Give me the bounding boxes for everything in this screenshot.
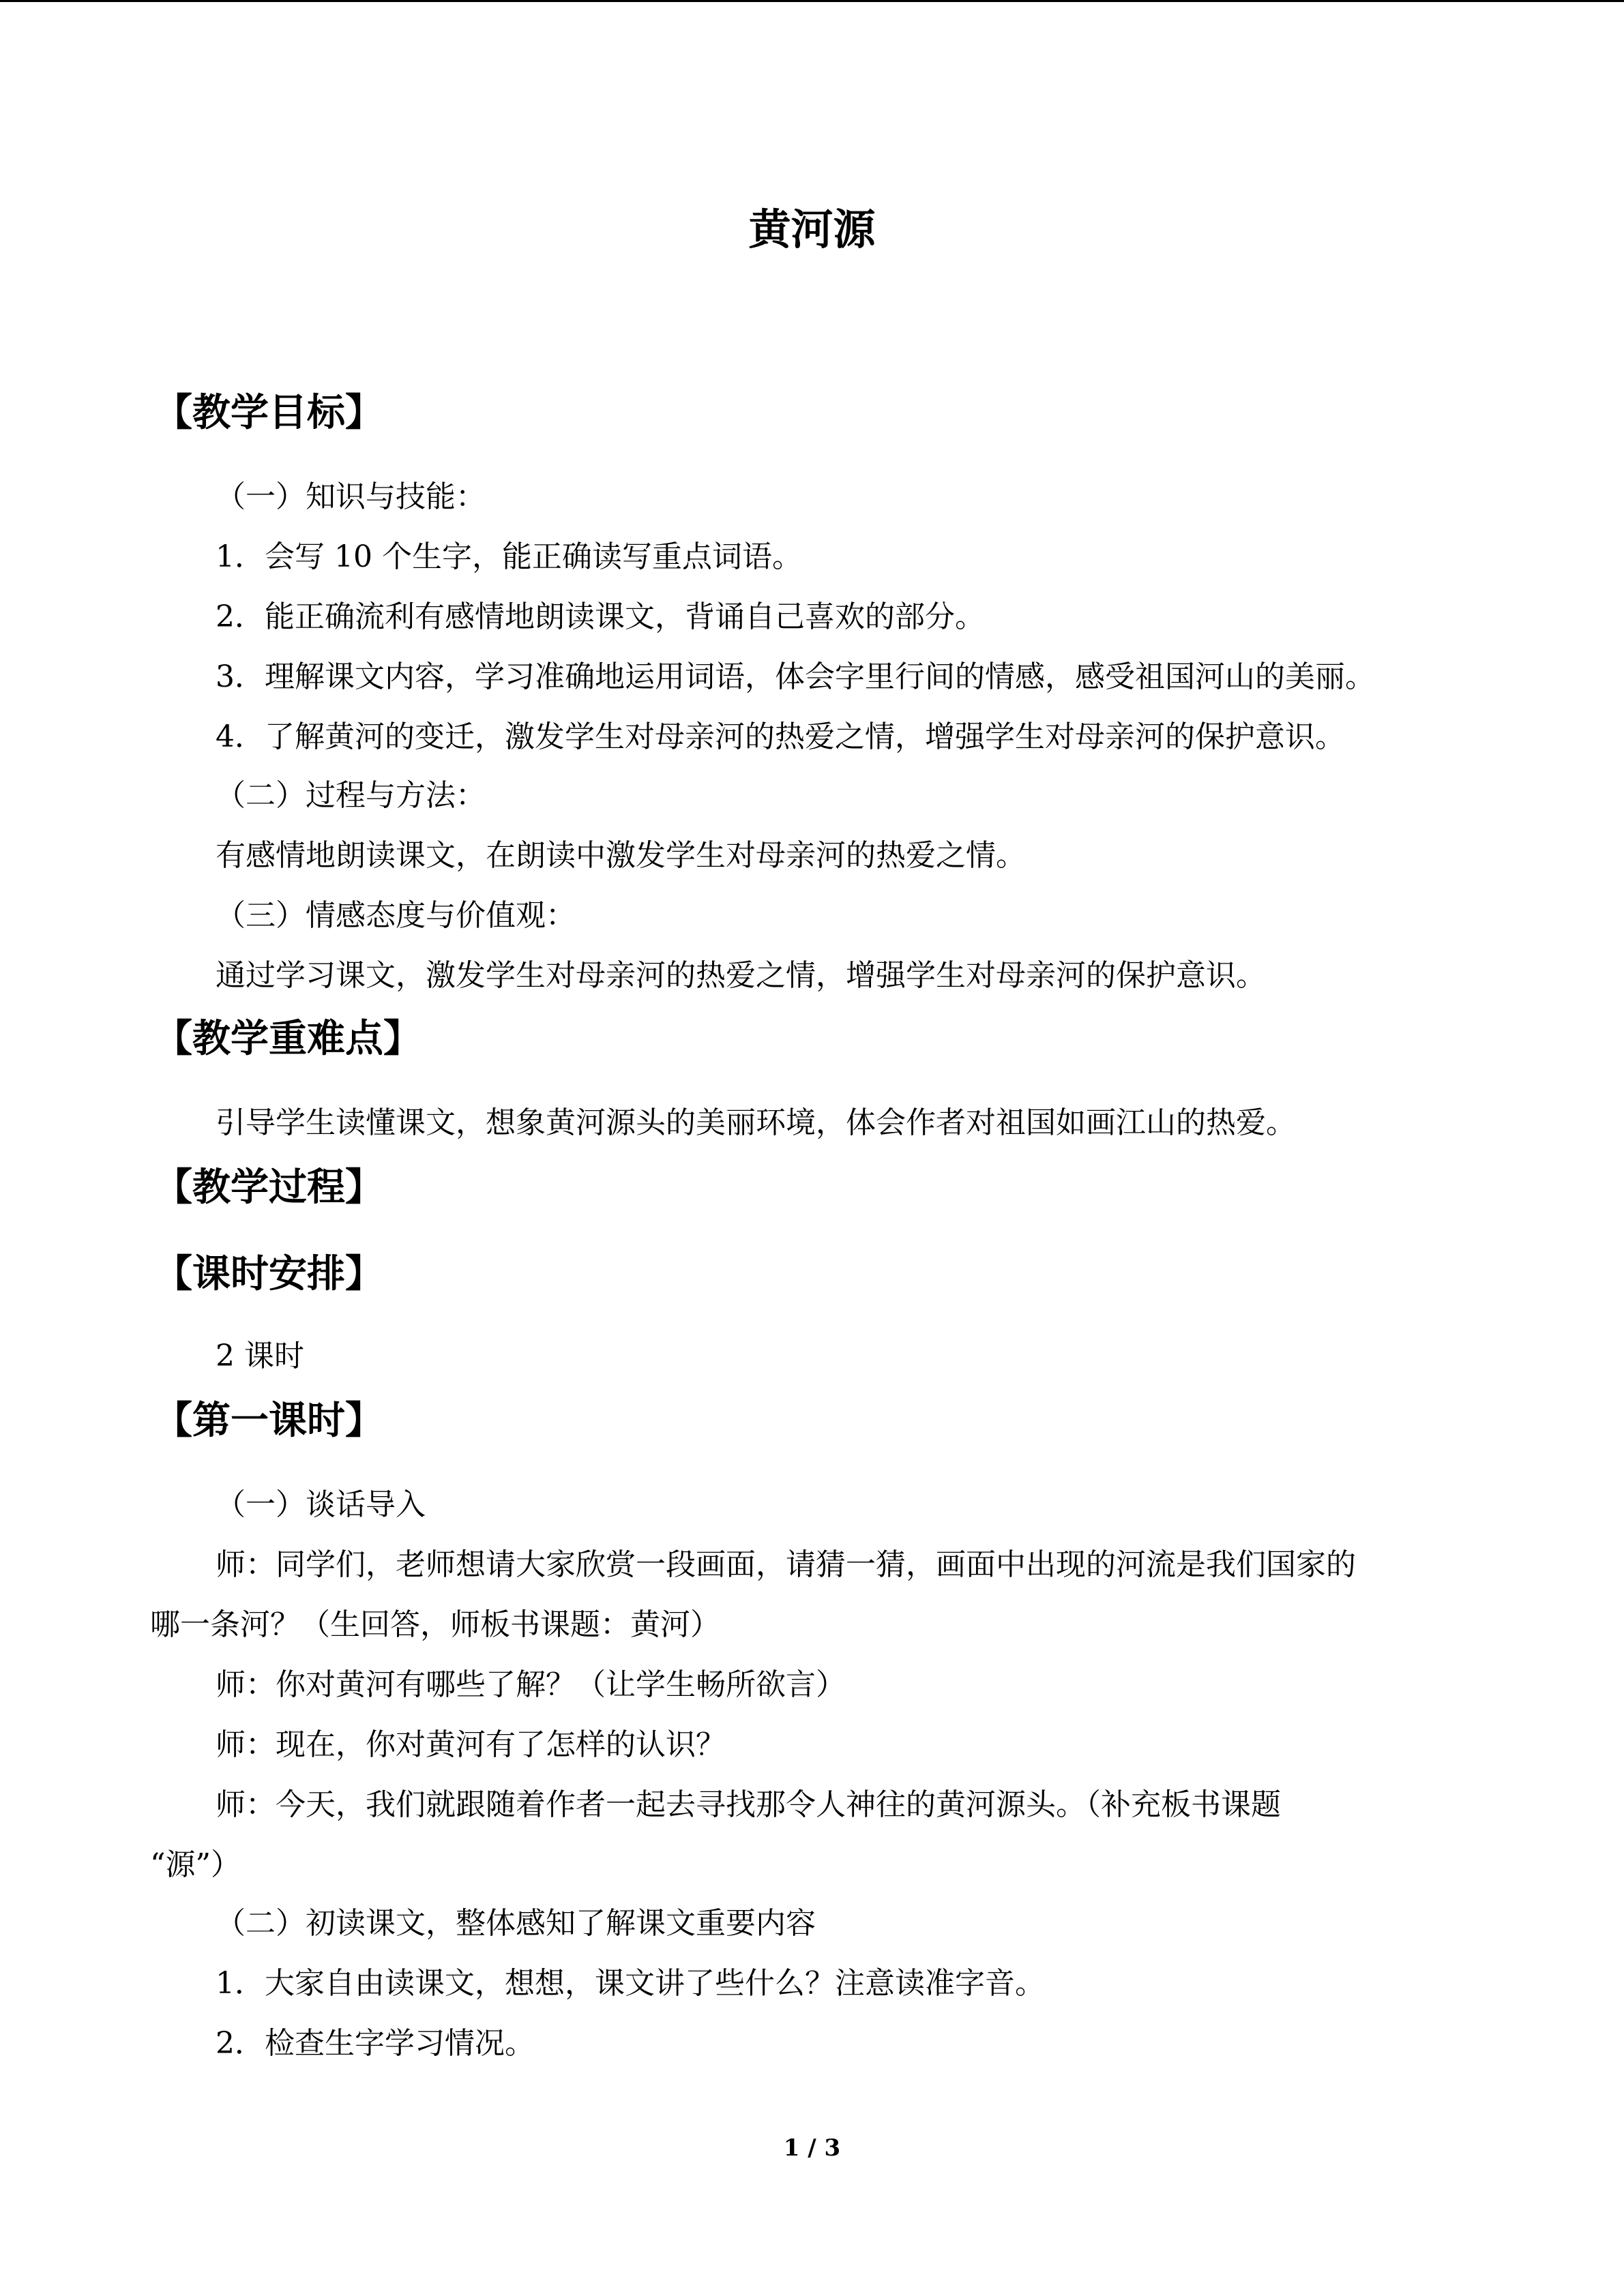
section-heading-schedule: 【课时安排】 xyxy=(154,1251,383,1296)
dialogue-2: 师：你对黄河有哪些了解？（让学生畅所欲言） xyxy=(216,1667,846,1702)
reading-item-2: 2．检查生字学习情况。 xyxy=(216,2026,535,2061)
knowledge-item-3: 3．理解课文内容，学习准确地运用词语，体会字里行间的情感，感受祖国河山的美丽。 xyxy=(216,659,1375,694)
page-number: 1 / 3 xyxy=(783,2134,841,2162)
dialogue-1-line-1: 师：同学们，老师想请大家欣赏一段画面，请猜一猜，画面中出现的河流是我们国家的 xyxy=(216,1547,1356,1582)
schedule-text: 2 课时 xyxy=(216,1339,304,1373)
knowledge-item-1: 1．会写 10 个生字，能正确读写重点词语。 xyxy=(216,539,802,574)
emotion-text: 通过学习课文，激发学生对母亲河的热爱之情，增强学生对母亲河的保护意识。 xyxy=(216,958,1266,993)
key-points-text: 引导学生读懂课文，想象黄河源头的美丽环境，体会作者对祖国如画江山的热爱。 xyxy=(216,1105,1296,1140)
intro-label: （一）谈话导入 xyxy=(216,1487,426,1522)
reading-item-1: 1．大家自由读课文，想想，课文讲了些什么？注意读准字音。 xyxy=(216,1966,1045,2001)
section-heading-first-lesson: 【第一课时】 xyxy=(154,1398,383,1443)
section-heading-objectives: 【教学目标】 xyxy=(154,390,383,435)
process-method-text: 有感情地朗读课文，在朗读中激发学生对母亲河的热爱之情。 xyxy=(216,838,1026,873)
knowledge-item-2: 2．能正确流利有感情地朗读课文，背诵自己喜欢的部分。 xyxy=(216,599,985,634)
reading-label: （二）初读课文，整体感知了解课文重要内容 xyxy=(216,1906,816,1941)
emotion-label: （三）情感态度与价值观： xyxy=(216,898,576,933)
process-method-label: （二）过程与方法： xyxy=(216,778,486,813)
dialogue-4-line-1: 师：今天，我们就跟随着作者一起去寻找那令人神往的黄河源头。（补充板书课题 xyxy=(216,1787,1281,1822)
dialogue-3: 师：现在，你对黄河有了怎样的认识？ xyxy=(216,1727,726,1762)
section-heading-process: 【教学过程】 xyxy=(154,1165,383,1210)
dialogue-4-line-2: “源”） xyxy=(150,1847,241,1882)
knowledge-item-4: 4．了解黄河的变迁，激发学生对母亲河的热爱之情，增强学生对母亲河的保护意识。 xyxy=(216,719,1345,754)
section-heading-key-points: 【教学重难点】 xyxy=(154,1016,422,1061)
knowledge-label: （一）知识与技能： xyxy=(216,479,486,514)
dialogue-1-line-2: 哪一条河？（生回答，师板书课题：黄河） xyxy=(150,1607,720,1642)
document-title: 黄河源 xyxy=(748,205,876,254)
